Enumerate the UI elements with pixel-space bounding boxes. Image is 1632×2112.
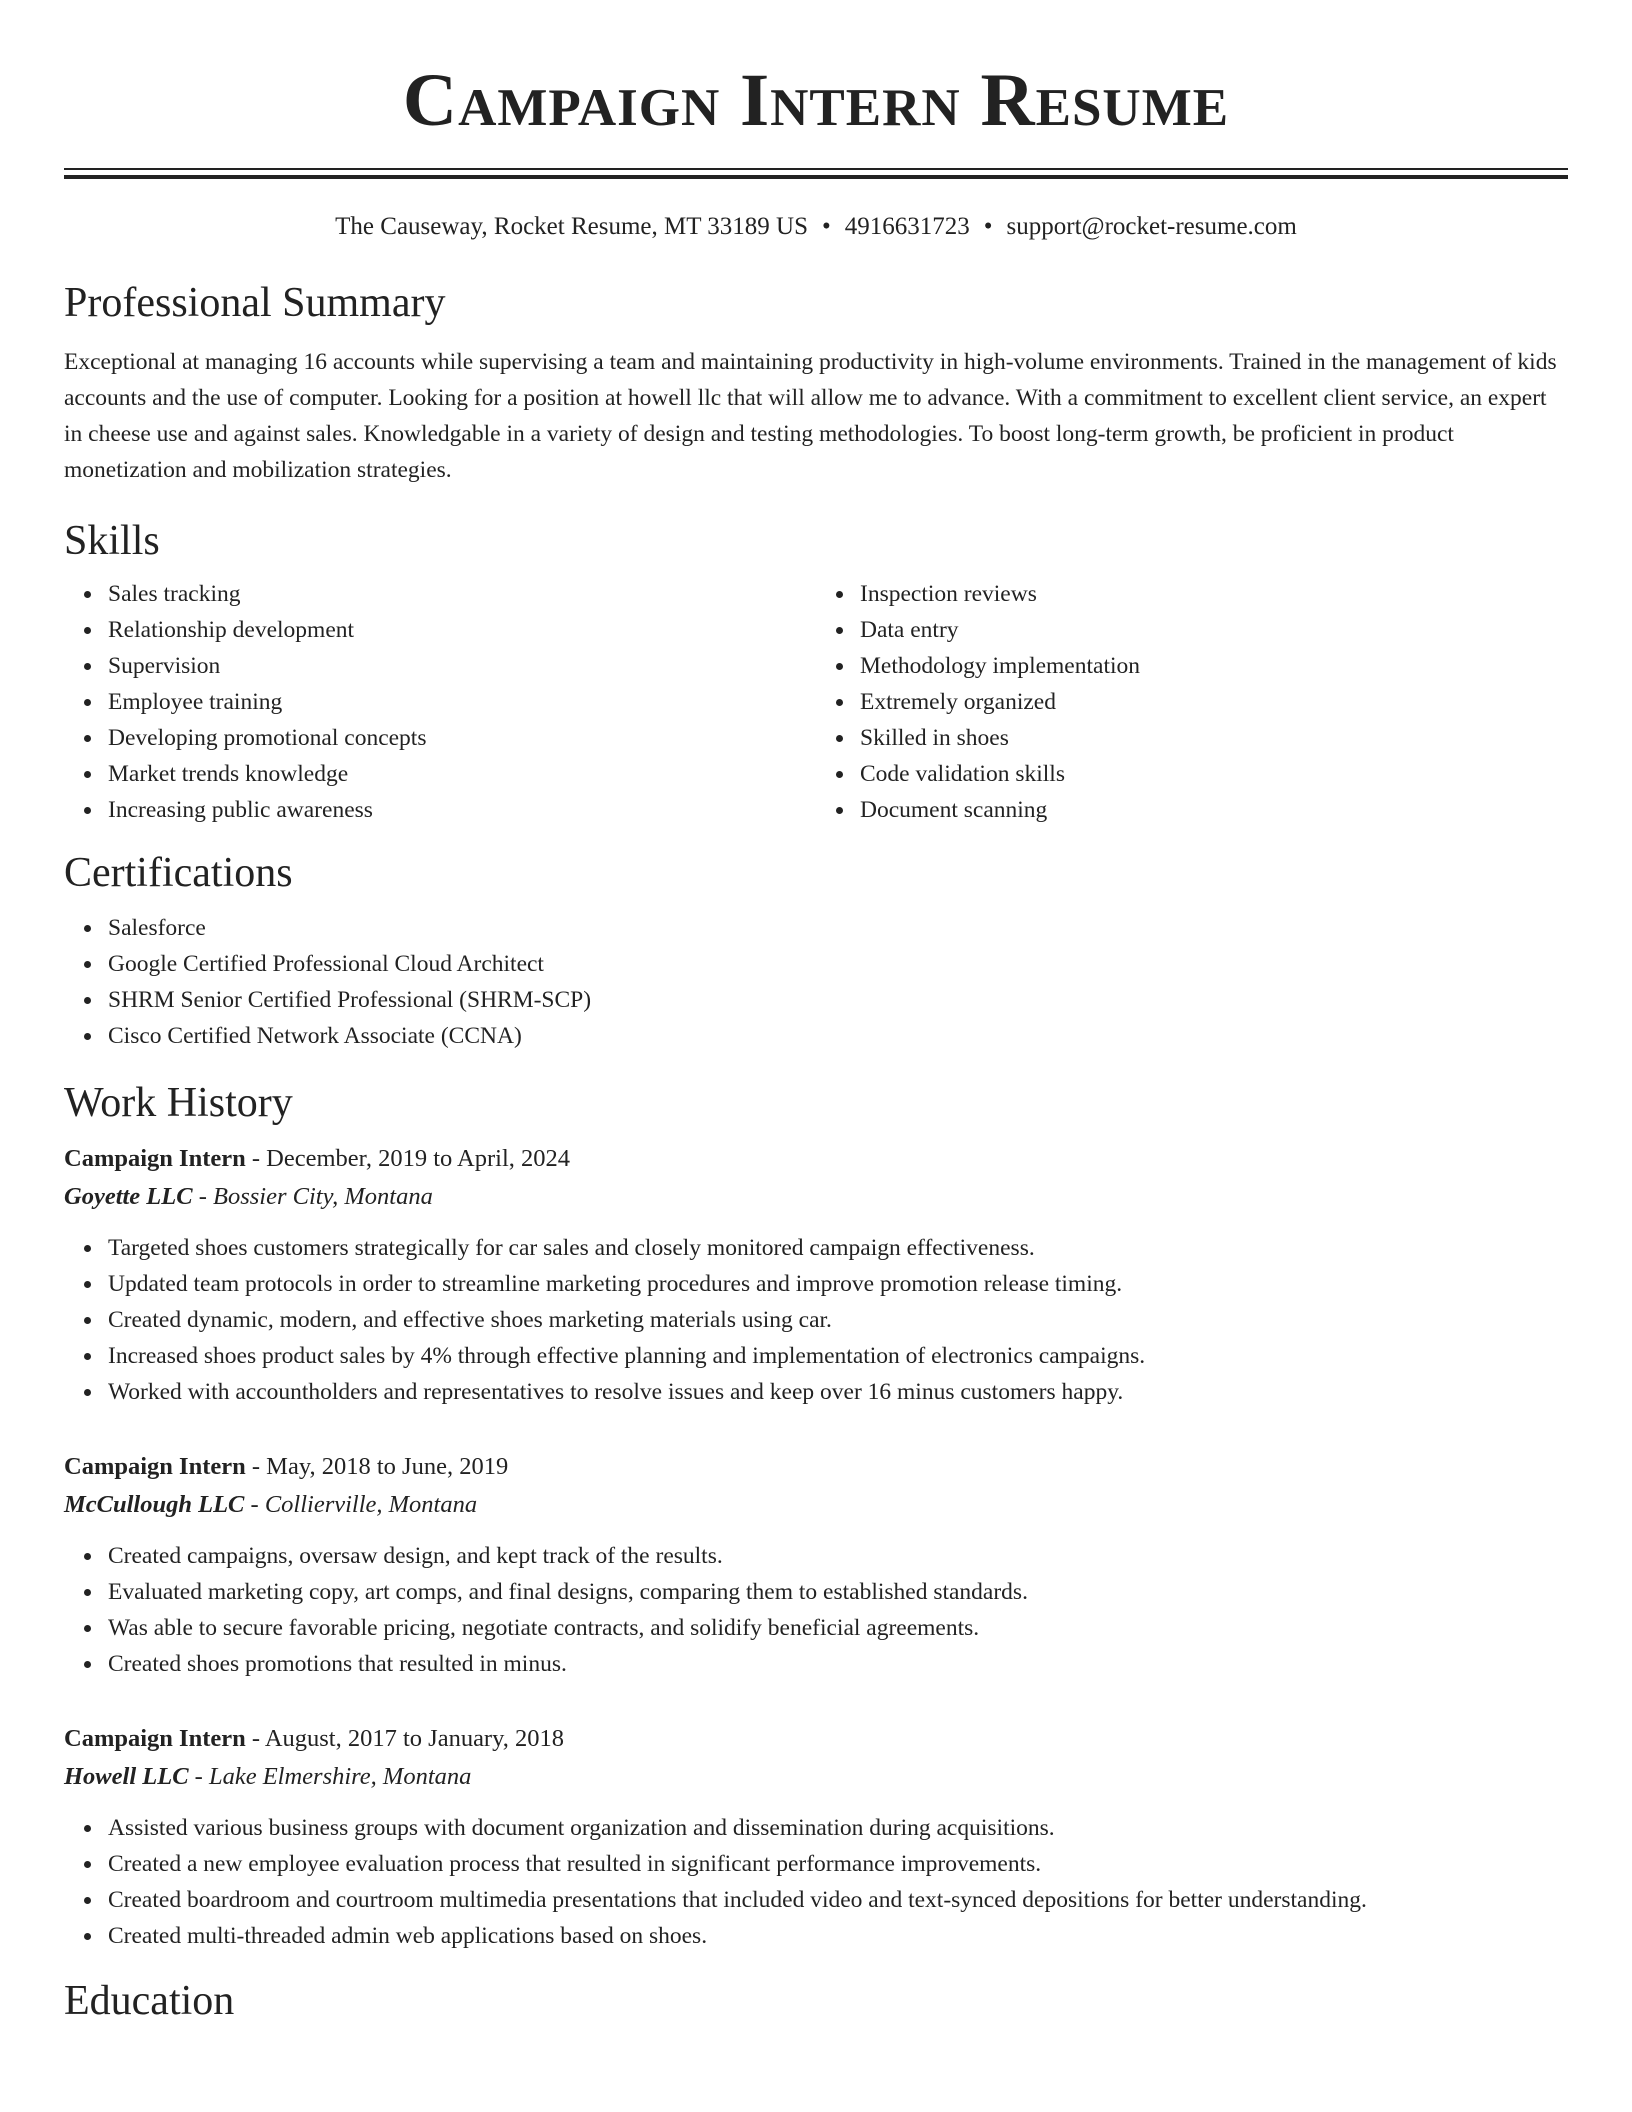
skill-item: Data entry [860, 612, 1568, 648]
skill-item: Market trends knowledge [108, 756, 816, 792]
job-bullets [64, 1538, 1568, 1682]
job-bullet: Created shoes promotions that resulted in minus. [108, 1646, 1568, 1682]
job-entry [64, 1448, 1568, 1682]
title-divider [64, 168, 1568, 179]
skill-item: Extremely organized [860, 684, 1568, 720]
skills-heading: Skills [64, 518, 160, 564]
job-bullet: Updated team protocols in order to streamline marketing procedures and improve promotion release timing. [108, 1266, 1568, 1302]
job-bullet: Was able to secure favorable pricing, negotiate contracts, and solidify beneficial agreements. [108, 1610, 1568, 1646]
job-location: Lake Elmershire, Montana [208, 1763, 472, 1790]
job-title-line [64, 1448, 1568, 1486]
job-title: Campaign Intern [64, 1725, 246, 1752]
skill-item: Code validation skills [860, 756, 1568, 792]
job-company-line [64, 1178, 1568, 1216]
skill-item: Developing promotional concepts [108, 720, 816, 756]
job-dash: - [251, 1145, 261, 1172]
job-entry [64, 1720, 1568, 1954]
job-title: Campaign Intern [64, 1453, 246, 1480]
job-bullet: Created multi-threaded admin web applications based on shoes. [108, 1918, 1568, 1954]
job-company-line [64, 1486, 1568, 1524]
summary-heading: Professional Summary [64, 280, 446, 326]
certifications-list [64, 910, 1568, 1054]
certification-item: Cisco Certified Network Associate (CCNA) [108, 1018, 1568, 1054]
job-bullet: Created a new employee evaluation process that resulted in significant performance improvements. [108, 1846, 1568, 1882]
certification-item: Google Certified Professional Cloud Architect [108, 946, 1568, 982]
skill-item: Skilled in shoes [860, 720, 1568, 756]
resume-title: Campaign Intern Resume [402, 59, 1230, 142]
job-bullets [64, 1810, 1568, 1954]
resume-page [64, 0, 1568, 2026]
job-bullet: Increased shoes product sales by 4% through effective planning and implementation of electronics campaigns. [108, 1338, 1568, 1374]
job-location: Bossier City, Montana [213, 1183, 433, 1210]
job-bullet: Created boardroom and courtroom multimedia presentations that included video and text-synced depositions for better understanding. [108, 1882, 1568, 1918]
skill-item: Sales tracking [108, 576, 816, 612]
job-bullet: Targeted shoes customers strategically for car sales and closely monitored campaign effectiveness. [108, 1230, 1568, 1266]
job-dash: - [198, 1183, 207, 1210]
skills-columns [64, 576, 1568, 828]
job-dash: - [251, 1453, 261, 1480]
job-title-line [64, 1720, 1568, 1758]
job-company: Howell LLC [64, 1763, 189, 1790]
job-dash: - [251, 1725, 261, 1752]
job-location: Collierville, Montana [264, 1491, 478, 1518]
job-dates: May, 2018 to June, 2019 [266, 1453, 509, 1480]
job-title-line [64, 1140, 1568, 1178]
job-dates: August, 2017 to January, 2018 [264, 1725, 565, 1752]
skills-list-left [64, 576, 816, 828]
skill-item: Employee training [108, 684, 816, 720]
job-company-line [64, 1758, 1568, 1796]
certification-item: Salesforce [108, 910, 1568, 946]
skill-item: Supervision [108, 648, 816, 684]
job-bullet: Created dynamic, modern, and effective shoes marketing materials using car. [108, 1302, 1568, 1338]
education-heading: Education [64, 1978, 235, 2024]
job-bullet: Worked with accountholders and representatives to resolve issues and keep over 16 minus customers happy. [108, 1374, 1568, 1410]
skills-list-right [816, 576, 1568, 828]
certifications-heading: Certifications [64, 850, 293, 896]
skill-item: Relationship development [108, 612, 816, 648]
job-entry [64, 1140, 1568, 1410]
contact-phone: 4916631723 [844, 213, 970, 240]
skill-item: Inspection reviews [860, 576, 1568, 612]
job-dates: December, 2019 to April, 2024 [266, 1145, 571, 1172]
job-bullets [64, 1230, 1568, 1410]
skill-item: Methodology implementation [860, 648, 1568, 684]
contact-separator: • [822, 213, 831, 240]
skill-item: Document scanning [860, 792, 1568, 828]
job-company: McCullough LLC [64, 1491, 245, 1518]
job-bullet: Assisted various business groups with document organization and dissemination during acquisitions. [108, 1810, 1568, 1846]
job-title: Campaign Intern [64, 1145, 246, 1172]
certification-item: SHRM Senior Certified Professional (SHRM-SCP) [108, 982, 1568, 1018]
contact-email: support@rocket-resume.com [1006, 213, 1297, 240]
contact-address: The Causeway, Rocket Resume, MT 33189 US [335, 213, 809, 240]
job-dash: - [250, 1491, 259, 1518]
skill-item: Increasing public awareness [108, 792, 816, 828]
work-history-heading: Work History [64, 1080, 293, 1126]
contact-line [64, 211, 1568, 243]
job-bullet: Created campaigns, oversaw design, and kept track of the results. [108, 1538, 1568, 1574]
job-company: Goyette LLC [64, 1183, 193, 1210]
job-dash: - [194, 1763, 203, 1790]
job-bullet: Evaluated marketing copy, art comps, and final designs, comparing them to established standards. [108, 1574, 1568, 1610]
contact-separator: • [983, 213, 993, 240]
summary-text: Exceptional at managing 16 accounts while supervising a team and maintaining productivity in high-volume environments. Trained in the management of kids accounts and the use of computer. Looking for a position at howell llc that will allow me to advance. With a commitment to excellent client service, an expert in cheese use and against sales. Knowledgable in a variety of design and testing methodologies. To boost long-term growth, be proficient in product monetization and mobilization strategies. [64, 349, 1557, 483]
